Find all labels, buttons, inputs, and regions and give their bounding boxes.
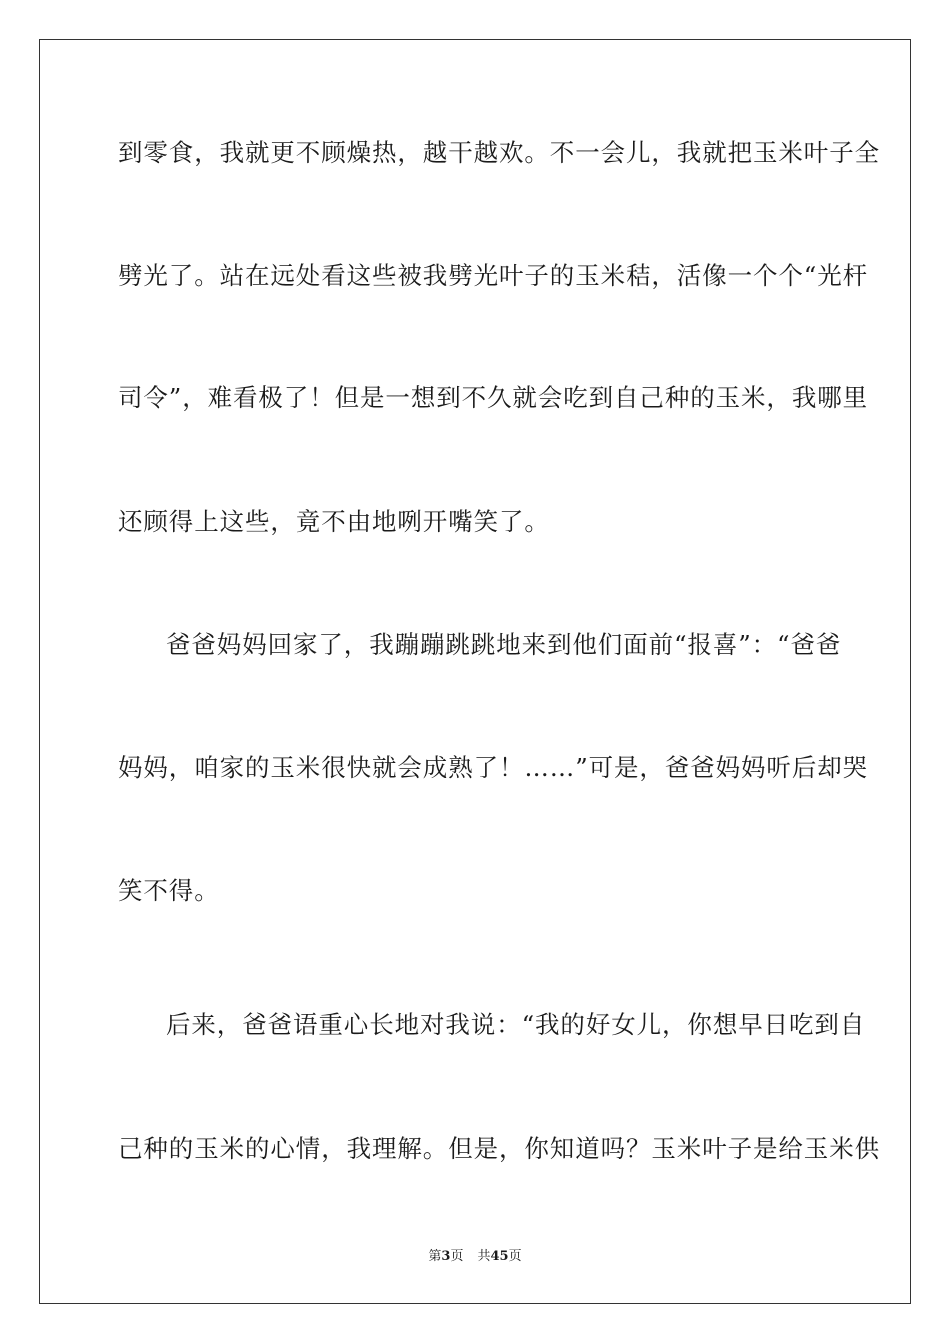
text-line-3: 司令”，难看极了！但是一想到不久就会吃到自己种的玉米，我哪里	[118, 383, 869, 412]
page-border	[39, 39, 911, 1304]
footer-page-prefix: 第	[428, 1249, 442, 1264]
page-footer	[0, 1248, 950, 1266]
footer-total-suffix: 页	[508, 1249, 522, 1264]
footer-total-number: 45	[490, 1249, 509, 1264]
text-line-7: 笑不得。	[118, 876, 220, 905]
text-line-6: 妈妈，咱家的玉米很快就会成熟了！……”可是，爸爸妈妈听后却哭	[118, 753, 869, 782]
text-line-5: 爸爸妈妈回家了，我蹦蹦跳跳地来到他们面前“报喜”：“爸爸	[166, 630, 842, 659]
text-line-8: 后来，爸爸语重心长地对我说：“我的好女儿，你想早日吃到自	[166, 1010, 866, 1039]
text-line-1: 到零食，我就更不顾燥热，越干越欢。不一会儿，我就把玉米叶子全	[118, 138, 880, 167]
text-line-2: 劈光了。站在远处看这些被我劈光叶子的玉米秸，活像一个个“光杆	[118, 261, 869, 290]
text-line-4: 还顾得上这些，竟不由地咧开嘴笑了。	[118, 507, 550, 536]
text-line-9: 己种的玉米的心情，我理解。但是，你知道吗？玉米叶子是给玉米供	[118, 1134, 880, 1163]
footer-page-suffix: 页	[450, 1249, 464, 1264]
footer-page-number: 3	[441, 1249, 451, 1264]
footer-total-prefix: 共	[477, 1249, 491, 1264]
